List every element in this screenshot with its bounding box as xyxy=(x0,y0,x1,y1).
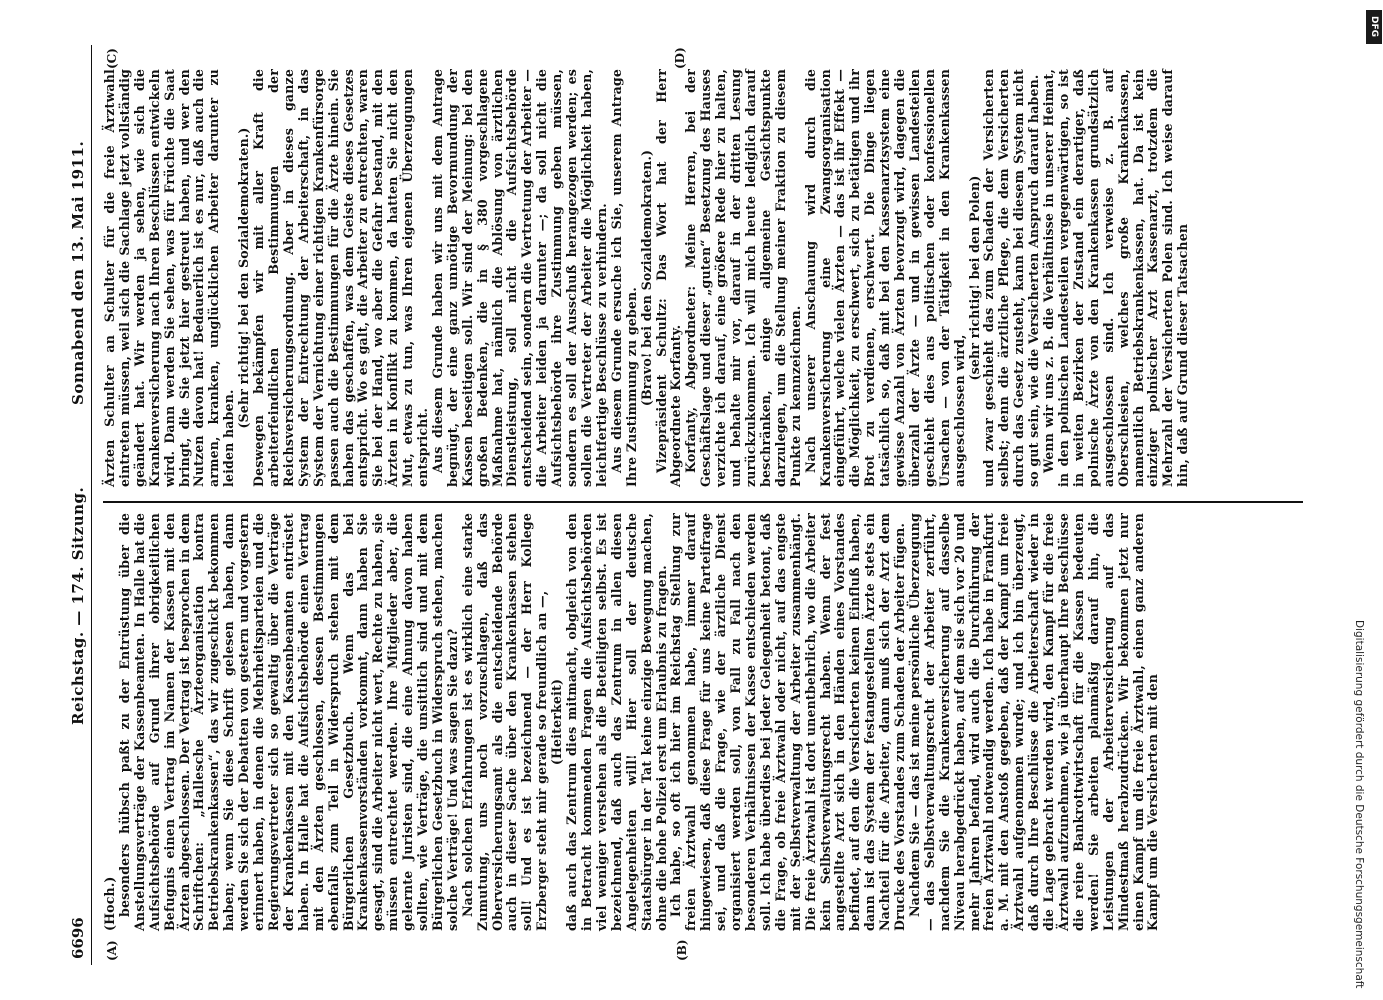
page-number: 6696 xyxy=(69,917,87,959)
digitization-credit: Digitalisierung gefördert durch die Deutsche Forschungsgemeinschaft xyxy=(1353,620,1365,989)
margin-marker-c: (C) xyxy=(105,48,119,69)
margin-marker-d: (D) xyxy=(673,47,687,69)
page-header xyxy=(65,45,92,965)
paragraph: (sehr richtig! bei den Polen) xyxy=(966,175,982,381)
dfg-logo: DFG xyxy=(1366,10,1382,44)
column-divider xyxy=(103,502,1303,504)
paragraph: (Bravo! bei den Sozialdemokraten.) xyxy=(638,149,654,407)
paragraph: Vizepräsident Schultz: Das Wort hat der Herr Abgeordnete Korfanty. xyxy=(653,69,684,487)
paragraph: und zwar geschieht das zum Schaden der Versicherten selbst; denn die ärztliche Pflege, die dem Versicherten durch das Gesetz zusteht, kann bei diesem System nicht so gut sein, wie die Versicherten Anspruch darauf haben. xyxy=(981,69,1042,487)
right-column xyxy=(103,69,1191,487)
paragraph: Nach unserer Anschauung wird durch die Krankenversicherung eine Zwangsorganisation eingeführt, welche vielen Ärzten — das ist ihr Effekt — die Möglichkeit, zu erschwert, sich zu betätigen und ihr Brot zu verdienen, erschwert. Die Dinge liegen tatsächlich so, daß mit bei den Kassenarztsystem eine gewisse Anzahl von Ärzten bevorzugt wird, dagegen die überzahl der Ärzte — und in gewissen Landesteilen geschieht dies aus politischen oder konfessionellen Ursachen — von der Tätigkeit in den Krankenkassen ausgeschlossen wird, xyxy=(802,69,967,487)
paragraph: Deswegen bekämpfen wir mit aller Kraft die arbeiterfeindlichen Bestimmungen der Reichsversicherungsordnung. Aber in dieses ganze System der Entrechtung der Arbeiterschaft, in das System der Vernichtung einer richtigen Krankenfürsorge passen auch die Bestimmungen für die Ärzte hinein. Sie haben das geschaffen, was dem Geiste dieses Gesetzes entspricht. Wo es galt, die Arbeiter zu entrechten, waren Sie bei der Hand, wo aber die Gefahr bestand, mit den Ärzten in Konflikt zu kommen, da hatten Sie nicht den Mut, etwas zu tun, was Ihren eigenen Überzeugungen entspricht. xyxy=(251,69,431,487)
paragraph: Aus diesem Grunde ersuche ich Sie, unserem Antrage Ihre Zustimmung zu geben. xyxy=(608,69,639,487)
rotated-page xyxy=(65,45,1315,965)
paragraph: Ich habe, so oft ich hier im Reichstag Stellung zur freien Ärztwahl genommen habe, immer darauf hingewiesen, daß diese Frage für uns keine Parteifrage sei, und daß die Frage, wie der ärztliche Dienst organisiert werden soll, von Fall zu Fall nach den besonderen Verhältnissen der Kasse entschieden werden soll. Ich habe überdies bei jeder Gelegenheit betont, daß die Frage, ob freie Ärztwahl oder nicht, auf das engste mit der Selbstverwaltung der Arbeiter zusammenhängt. Die freie Ärztwahl ist dort unentbehrlich, wo die Arbeiter kein Selbstverwaltungsrecht haben. Wenn der fest angestellte Arzt sich in den Händen eines Vorstandes befindet, auf den die Versicherten keinen Einfluß haben, dann ist das System der festangestellten Ärzte stets ein Nachteil für die Arbeiter, dann muß sich der Arzt dem Drucke des Vorstandes zum Schaden der Arbeiter fügen. xyxy=(668,513,908,931)
paragraph: (Heiterkeit) xyxy=(549,678,565,766)
paragraph: Wenn wir uns z. B. die Verhältnisse in unserer Heimat, in den polnischen Landesteilen vergegenwärtigen, so ist in weiten Bezirken der Zustand ein derartiger, daß polnische Ärzte von den Krankenkassen grundsätzlich ausgeschlossen sind. Ich verweise z. B. auf Oberschlesien, welches große Krankenkassen, namentlich Betriebskrankenkassen, hat. Da ist kein einziger polnischer Arzt Kassenarzt, trotzdem die Mehrzahl der Versicherten Polen sind. Ich weise darauf hin, daß auf Grund dieser Tatsachen xyxy=(1041,69,1191,487)
margin-marker-b: (B) xyxy=(675,939,689,961)
paragraph: Korfanty, Abgeordneter: Meine Herren, bei der Geschäftslage und dieser „guten“ Besetzung des Hauses verzichte ich darauf, eine größere Rede hier zu halten, und behalte mir vor, darauf in der dritten Lesung zurückzukommen. Ich will mich heute lediglich darauf beschränken, einige allgemeine Gesichtspunkte darzulegen, um die Stellung meiner Fraktion zu diesem Punkte zu kennzeichnen. xyxy=(683,69,803,487)
paragraph: Nachdem Sie — das ist meine persönliche Überzeugung — das Selbstverwaltungsrecht der Arbeiter zerführt, nachdem Sie die Krankenversicherung auf dasselbe Niveau herabgedrückt haben, auf dem sie sich vor 20 und mehr Jahren befand, wird auch die Durchführung der freien Ärztwahl notwendig werden. Ich habe in Frankfurt a. M. mit den Anstoß gegeben, daß der Kampf um freie Ärztwahl aufgenommen wurde; und ich bin überzeugt, daß durch Ihre Beschlüsse die Arbeiterschaft wieder in die Lage gebracht werden wird, den Kampf für die freie Ärztwahl aufzunehmen, wie ja überhaupt Ihre Beschlüsse die reine Bankrottwirtschaft für die Kassen bedeuten werden! Sie arbeiten planmäßig darauf hin, die Leistungen der Arbeiterversicherung auf das Mindestmaß herabzudrücken. Wir bekommen jetzt nur einen Kampf um die freie Ärztwahl, einen ganz anderen Kampf um die Versicherten mit den xyxy=(906,513,1161,931)
left-column xyxy=(103,513,1161,931)
paragraph: (Sehr richtig! bei den Sozialdemokraten.) xyxy=(236,127,252,429)
paragraph: Aus diesem Grunde haben wir uns mit dem Antrage begnügt, der eine ganz unnötige Bevormundung der Kassen beseitigen soll. Wir sind der Meinung: bei den großen Bedenken, die in § 380 vorgeschlagene Maßnahme hat, nämlich die Ablösung von ärztlichen Dienstleistung, soll nicht die Aufsichtsbehörde entscheidend sein, sondern die Vertretung der Arbeiter — die Arbeiter leiden ja darunter —; da soll nicht die Aufsichtsbehörde ihre Zustimmung geben müssen, sondern es soll der Ausschuß herangezogen werden; es sollen die Vertreter der Arbeiter die Möglichkeit haben, leichtfertige Beschlüsse zu verhindern. xyxy=(429,69,609,487)
paragraph: daß auch das Zentrum dies mitmacht, obgleich von den in Betracht kommenden Fragen die Aufsichtsbehörden viel weniger verstehen als die Beteiligten selbst. Es ist bezeichnend, daß auch das Zentrum in allen diesen Angelegenheiten will! Hier soll der deutsche Staatsbürger in der Tat keine einzige Bewegung machen, ohne die hohe Polizei erst um Erlaubnis zu fragen. xyxy=(564,513,669,931)
paragraph: (Hoch.) xyxy=(102,876,117,931)
header-session: Reichstag. — 174. Sitzung. xyxy=(69,486,87,725)
margin-marker-a: (A) xyxy=(105,940,119,961)
paragraph: Nach solchen Erfahrungen ist es wirklich eine starke Zumutung, uns noch vorzuschlagen, daß das Oberversicherungsamt als die entscheidende Behörde auch in dieser Sache über den Krankenkassen stehen soll! Und es ist bezeichnend — der Herr Kollege Erzberger steht mir gerade so freundlich an —, xyxy=(459,513,550,931)
header-date: Sonnabend den 13. Mai 1911. xyxy=(69,140,87,405)
paragraph: Ärzten Schulter an Schulter für die freie Ärztwahl eintreten müssen, weil sich die Sachlage jetzt vollständig geändert hat. Wir werden ja sehen, wie sich die Krankenversicherung nach Ihren Beschlüssen entwickeln wird. Dann werden Sie sehen, was für Früchte die Saat bringt, die Sie jetzt hier gestreut haben, und wer den Nutzen davon hat! Bedauerlich ist es nur, daß auch die armen, kranken, unglücklichen Arbeiter darunter zu leiden haben. xyxy=(102,69,237,487)
paragraph: besonders hübsch paßt zu der Entrüstung über die Anstellungsverträge der Kassenbeamten. In Halle hat die Aufsichtsbehörde auf Grund ihrer obrigkeitlichen Befugnis einen Vertrag im Namen der Kassen mit den Ärzten abgeschlossen. Der Vertrag ist besprochen in dem Schriftchen: „Hallesche Ärzteorganisation kontra Betriebskrankenkassen“, das wir zugeschickt bekommen haben; wenn Sie diese Schrift gelesen haben, dann werden Sie sich der Debatten von gestern und vorgestern erinnert haben, in denen die Mehrheitsparteien und die Regierungsvertreter sich so gewaltig über die Verträge der Krankenkassen mit den Kassenbeamten entrüstet haben. In Halle hat die Aufsichtsbehörde einen Vertrag mit den Ärzten geschlossen, dessen Bestimmungen ebenfalls zum Teil in Widerspruch stehen mit dem Bürgerlichen Gesetzbuch. Wenn das bei Krankenkassenvorständen vorkommt, dann haben Sie gesagt, sind die Arbeiter nicht wert, Rechte zu haben, sie müssen entrechtet werden. Ihre Mitglieder aber, die gelernte Juristen sind, die eine Ahnung davon haben sollten, wie Verträge, die unsittlich sind und mit dem Bürgerlichen Gesetzbuch in Widerspruch stehen, machen solche Verträge! Und was sagen Sie dazu? xyxy=(116,513,460,931)
